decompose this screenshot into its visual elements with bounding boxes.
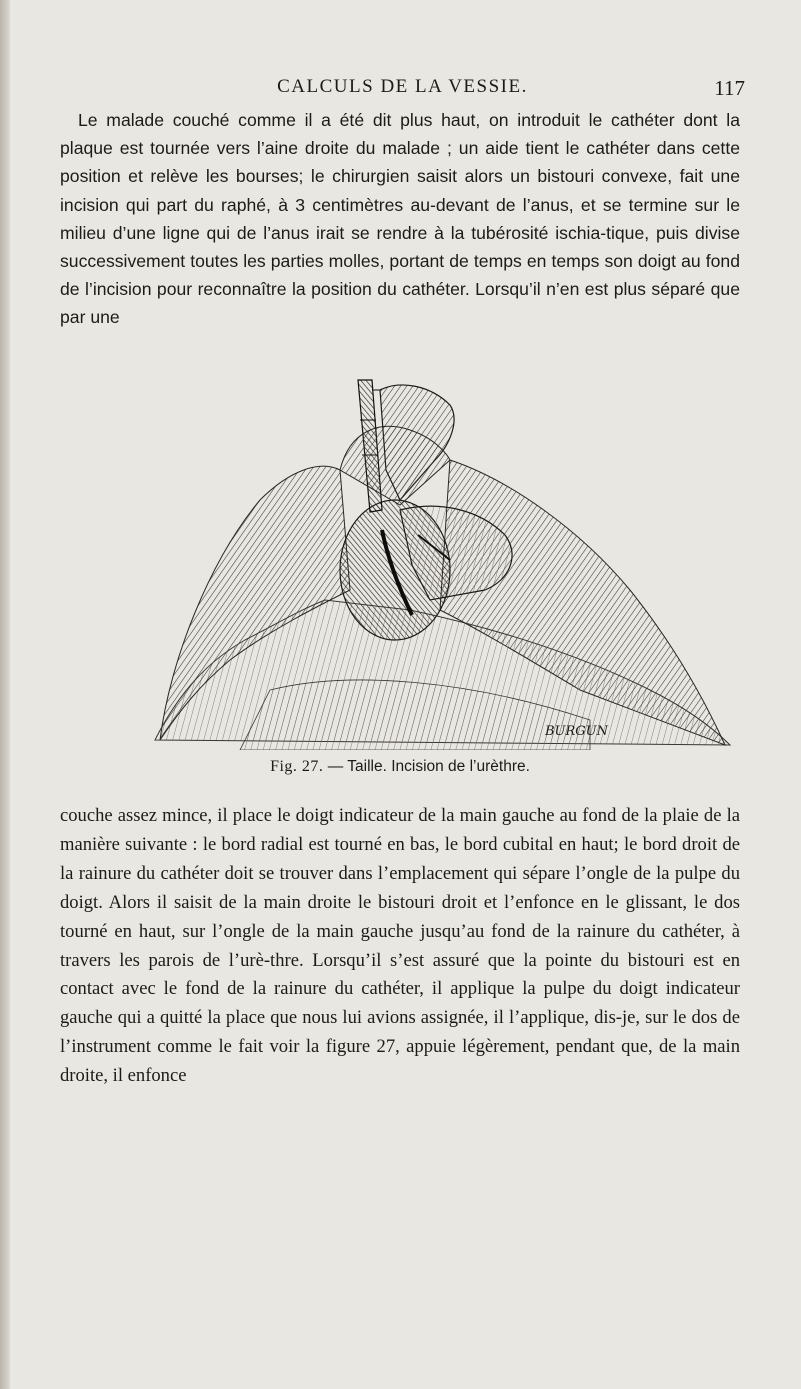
page-binding-edge xyxy=(0,0,10,1389)
paragraph-bottom: couche assez mince, il place le doigt indicateur de la main gauche au fond de la plaie de la manière suivante : le bord radial est tourné en bas, le bord cubital en haut; le bord droit de la rainure du cathéter doit se trouver dans l’emplacement qui sépare l’ongle de la pulpe du doigt. Alors il saisit de la main droite le bistouri droit et l’enfonce en le glissant, le dos tourné en haut, sur l’ongle de la main gauche jusqu’au fond de la rainure du cathéter, à travers les parois de l’urè-thre. Lorsqu’il s’est assuré que la pointe du bistouri est en contact avec le fond de la rainure du cathéter, il applique la pulpe du doigt indicateur gauche qui a quitté la place que nous lui avions assignée, il l’applique, dis-je, sur le dos de l’instrument comme le fait voir la figure 27, appuie légèrement, pendant que, de la main droite, il enfonce xyxy=(60,805,740,1087)
figure-caption-text: — Taille. Incision de l’urèthre. xyxy=(327,758,530,775)
figure-label: Fig. 27. xyxy=(270,758,324,775)
page-header xyxy=(60,76,745,102)
anatomical-engraving xyxy=(150,360,735,750)
engraver-signature: BURGUN xyxy=(545,724,609,739)
page-number: 117 xyxy=(714,76,745,100)
paragraph-top: Le malade couché comme il a été dit plus haut, on introduit le cathéter dont la plaque est tournée vers l’aine droite du malade ; un aide tient le cathéter dans cette position et relève les bourses; le chirurgien saisit alors un bistouri convexe, fait une incision qui part du raphé, à 3 centimètres au-devant de l’anus, et se termine sur le milieu d’une ligne qui de l’anus irait se rendre à la tubérosité ischia-tique, puis divise successivement toutes les parties molles, portant de temps en temps son doigt au fond de l’incision pour reconnaître la position du cathéter. Lorsqu’il n’en est plus séparé que par une xyxy=(60,110,740,328)
figure-caption xyxy=(60,758,740,776)
running-title: CALCULS DE LA VESSIE. xyxy=(277,76,528,97)
figure-illustration xyxy=(150,360,735,750)
